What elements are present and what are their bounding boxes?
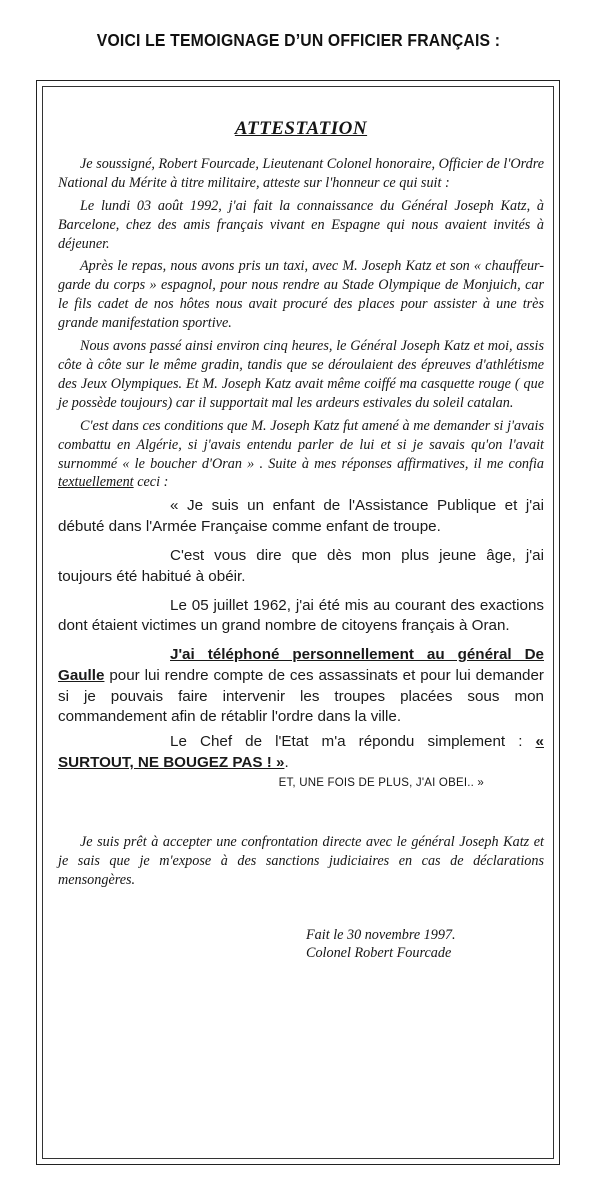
quote-phone-rest: pour lui rendre compte de ces assassinats et pour lui demander si je pouvais faire intervenir les troupes placées sous mon commandement afin de rétablir l'ordre dans la ville.	[58, 666, 544, 726]
quote-obeyed-again: ET, UNE FOIS DE PLUS, J'AI OBEI.. »	[278, 776, 484, 789]
signature-date: Fait le 30 novembre 1997.	[306, 926, 456, 943]
quote-reply-end: .	[284, 754, 289, 772]
paragraph-stadium: Nous avons passé ainsi environ cinq heures, le Général Joseph Katz et moi, assis côte à côte sur le même gradin, tandis que se déroulaient des épreuves d'athlétisme des Jeux Olympiques. Et M. Joseph Katz avait même coiffé ma casquette rouge ( que je possède toujours) car il supportait mal les ardeurs estivales du soleil catalan.	[58, 338, 544, 411]
quote-reply	[58, 732, 544, 774]
textuellement-underlined: textuellement	[58, 474, 134, 491]
quote-phone-call	[58, 645, 544, 728]
paragraph-taxi: Après le repas, nous avons pris un taxi, avec M. Joseph Katz et son « chauffeur-garde du corps » espagnol, pour nous rendre au Stade Olympique de Monjuich, car le fils cadet de nos hôtes nous avait procuré des places pour assister à une très grande manifestation sportive.	[58, 258, 544, 332]
quote-phone-bold: J'ai téléphoné personnellement au général De Gaulle	[58, 646, 544, 684]
conversation-text: C'est dans ces conditions que M. Joseph Katz fut amené à me demander si j'avais combattu en Algérie, si j'avais entendu parler de lui et si je savais qu'on l'avait surnommé « le boucher d'Oran » . Suite à mes réponses affirmatives, il me confia	[58, 417, 544, 472]
paragraph-conversation	[58, 417, 544, 493]
document-heading: VOICI LE TEMOIGNAGE D’UN OFFICIER FRANÇAIS :	[96, 30, 501, 50]
signature-name: Colonel Robert Fourcade	[306, 945, 452, 962]
paragraph-meeting: Le lundi 03 août 1992, j'ai fait la connaissance du Général Joseph Katz, à Barcelone, chez des amis français vivant en Espagne qui nous avaient invités à déjeuner.	[58, 197, 544, 252]
quote-july-1962: Le 05 juillet 1962, j'ai été mis au courant des exactions dont étaient victimes un grand nombre de citoyens français à Oran.	[58, 596, 544, 635]
quote-reply-start: Le Chef de l'Etat m'a répondu simplement :	[170, 733, 536, 751]
intro-paragraph: Je soussigné, Robert Fourcade, Lieutenant Colonel honoraire, Officier de l'Ordre National du Mérite à titre militaire, atteste sur l'honneur ce qui suit :	[58, 155, 544, 191]
quote-obey: C'est vous dire que dès mon plus jeune âge, j'ai toujours été habitué à obéir.	[58, 546, 544, 585]
conversation-end: ceci :	[133, 474, 169, 491]
signature-block	[58, 926, 544, 964]
attestation-title: ATTESTATION	[234, 118, 368, 139]
quote-reply-bold: « SURTOUT, NE BOUGEZ PAS ! »	[58, 733, 544, 772]
quote-childhood: « Je suis un enfant de l'Assistance Publique et j'ai débuté dans l'Armée Française comme enfant de troupe.	[58, 497, 544, 536]
attestation-body	[58, 120, 544, 963]
closing-paragraph: Je suis prêt à accepter une confrontation directe avec le général Joseph Katz et je sais que je m'expose à des sanctions judiciaires en cas de déclarations mensongères.	[58, 833, 544, 888]
